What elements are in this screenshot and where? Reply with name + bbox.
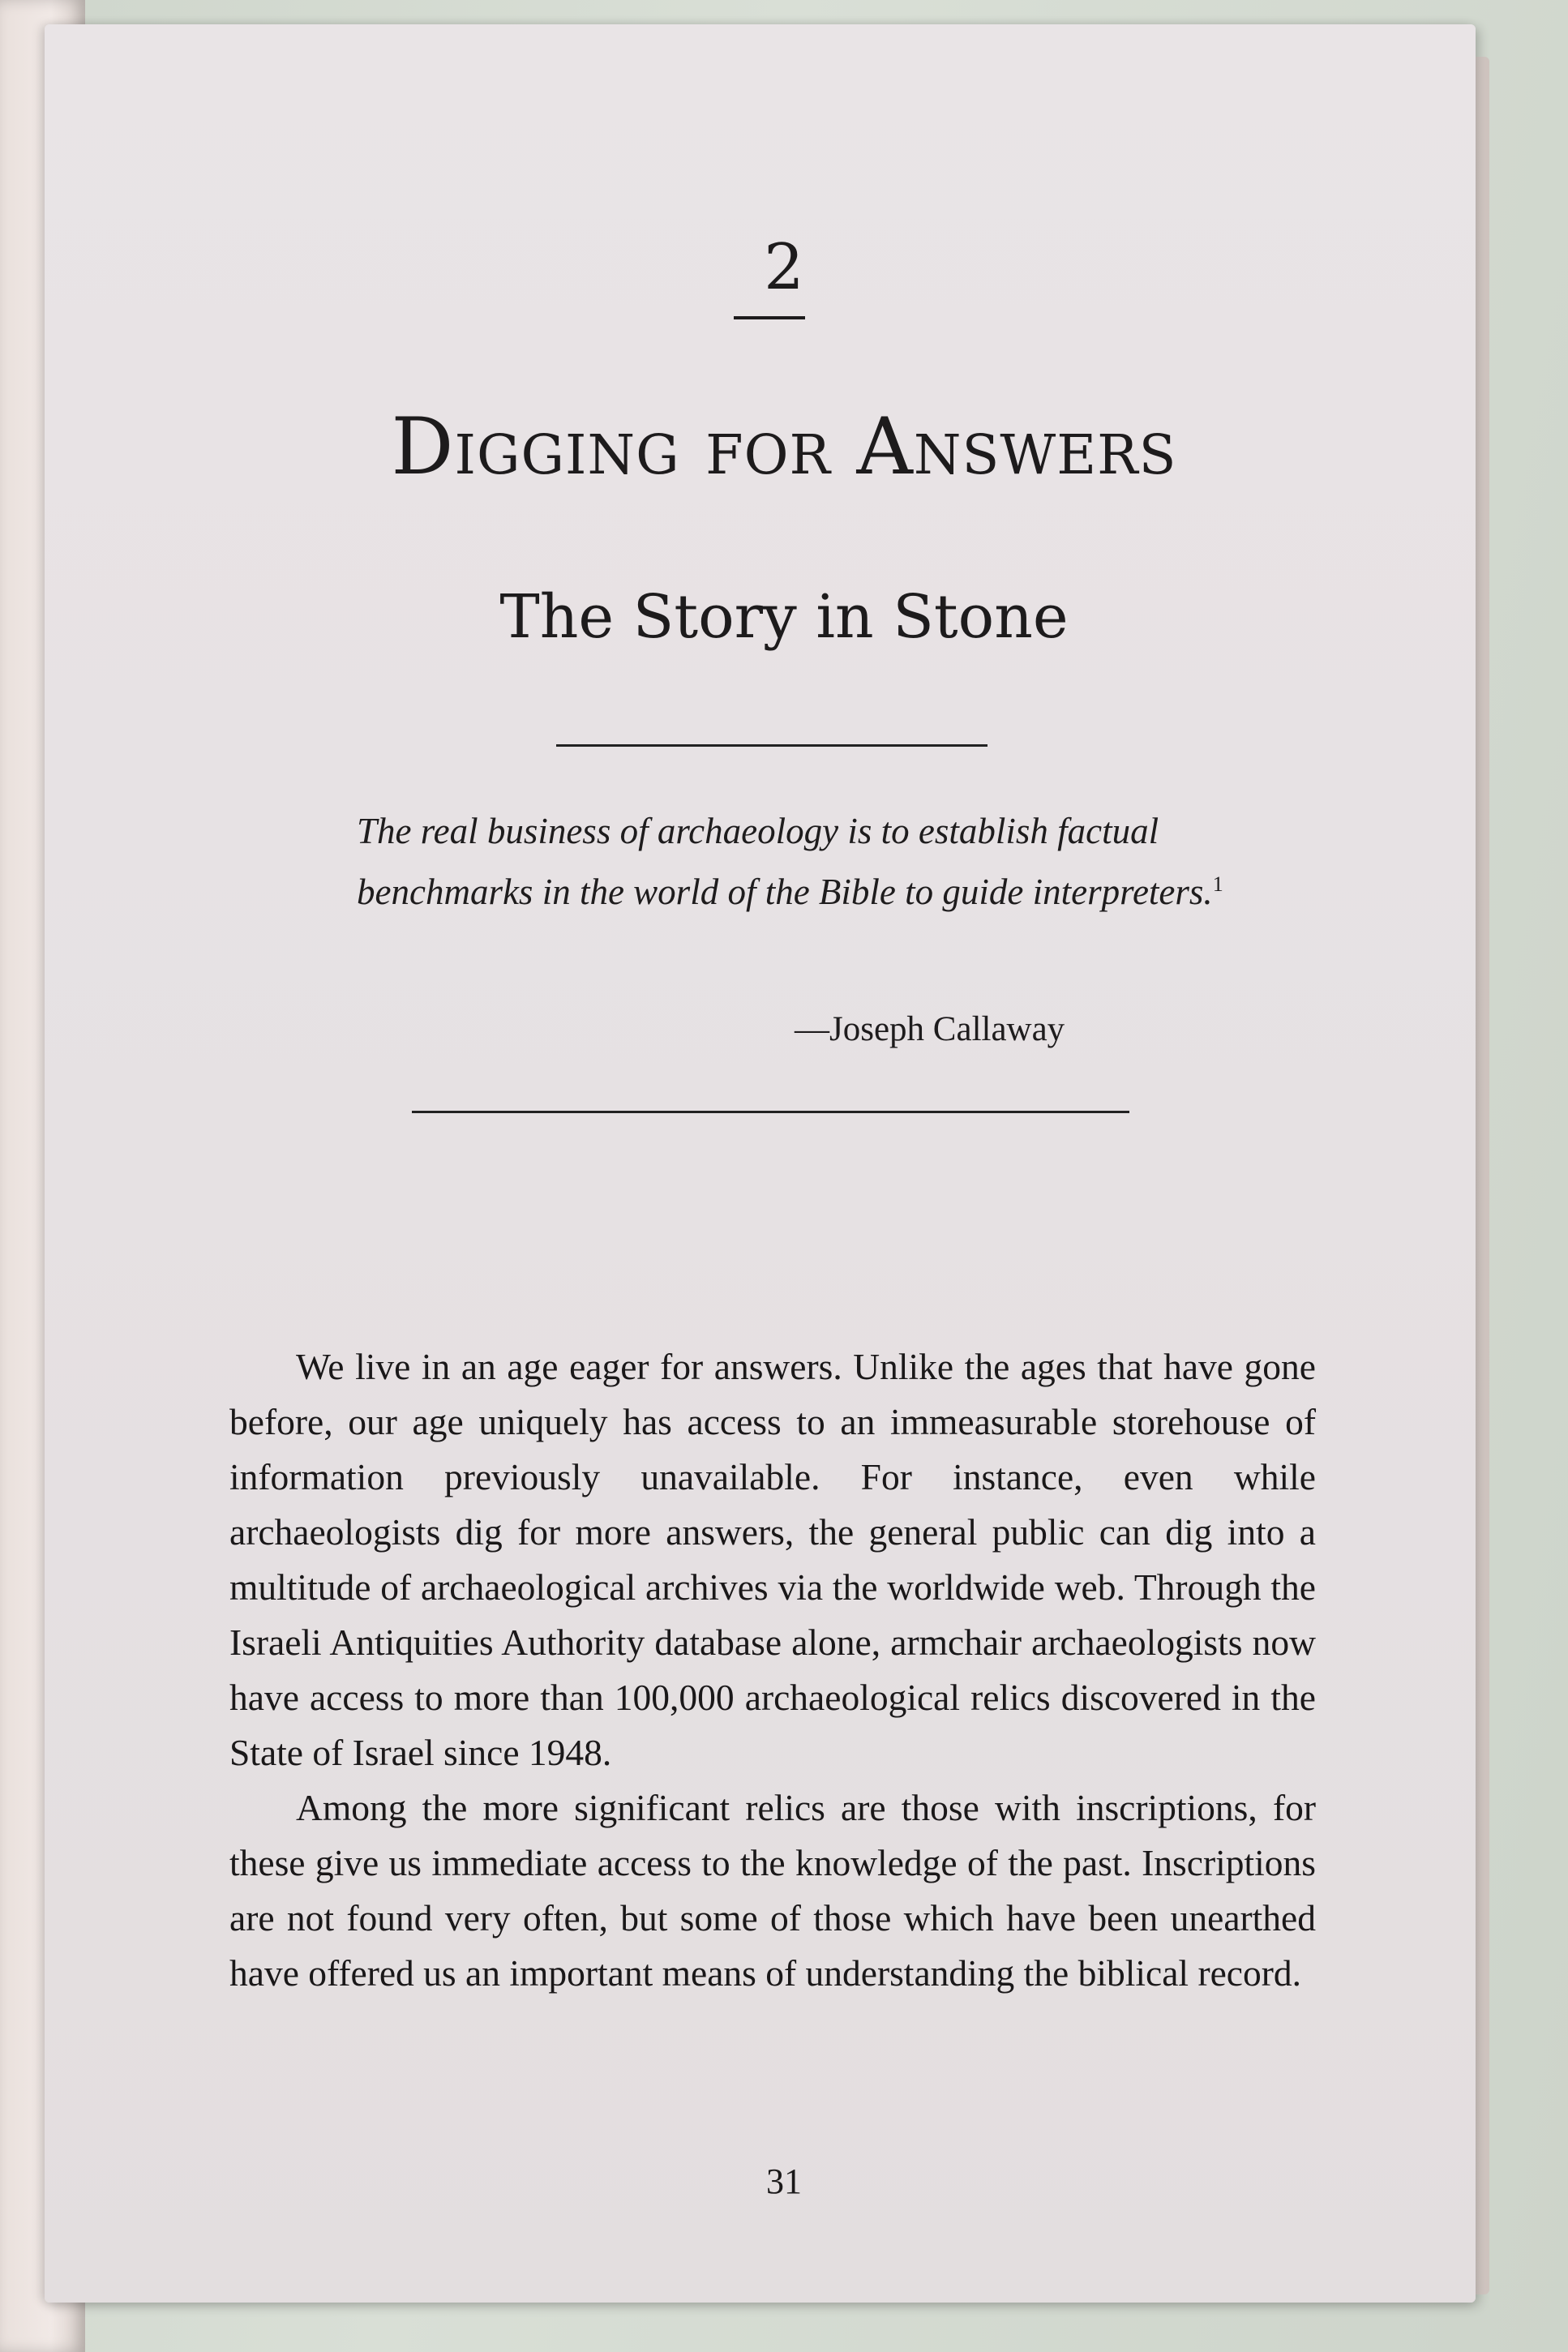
chapter-title: Digging for Answers (391, 401, 1177, 492)
chapter-number-underline (734, 316, 805, 319)
chapter-subtitle: The Story in Stone (499, 582, 1069, 652)
epigraph-attribution: —Joseph Callaway (795, 1010, 1065, 1048)
paragraph-1: We live in an age eager for answers. Unlike the ages that have gone before, our age uniquely has access to an immeasurable storehouse of information previously unavailable. For instance, even while archaeologists dig for more answers, the general public can dig into a multitude of archaeological archives via the worldwide web. Through the Israeli Antiquities Authority database alone, armchair archaeologists now have access to more than 100,000 archaeological relics discovered in the State of Israel since 1948. (229, 1346, 1316, 1773)
chapter-number: 2 (764, 231, 804, 304)
epigraph (357, 805, 1224, 919)
epigraph-quote: The real business of archaeology is to establish factual benchmarks in the world of the Bible to guide interpreters. (357, 811, 1213, 912)
body-text (229, 1339, 1316, 2001)
epigraph-rule-bottom (412, 1111, 1129, 1113)
paragraph-2: Among the more significant relics are those with inscriptions, for these give us immediate access to the knowledge of the past. Inscriptions are not found very often, but some of those which have been unearthed have offered us an important means of understanding the biblical record. (229, 1787, 1316, 1994)
epigraph-rule-top (556, 744, 987, 747)
page-number: 31 (766, 2161, 802, 2201)
footnote-marker: 1 (1212, 872, 1223, 896)
